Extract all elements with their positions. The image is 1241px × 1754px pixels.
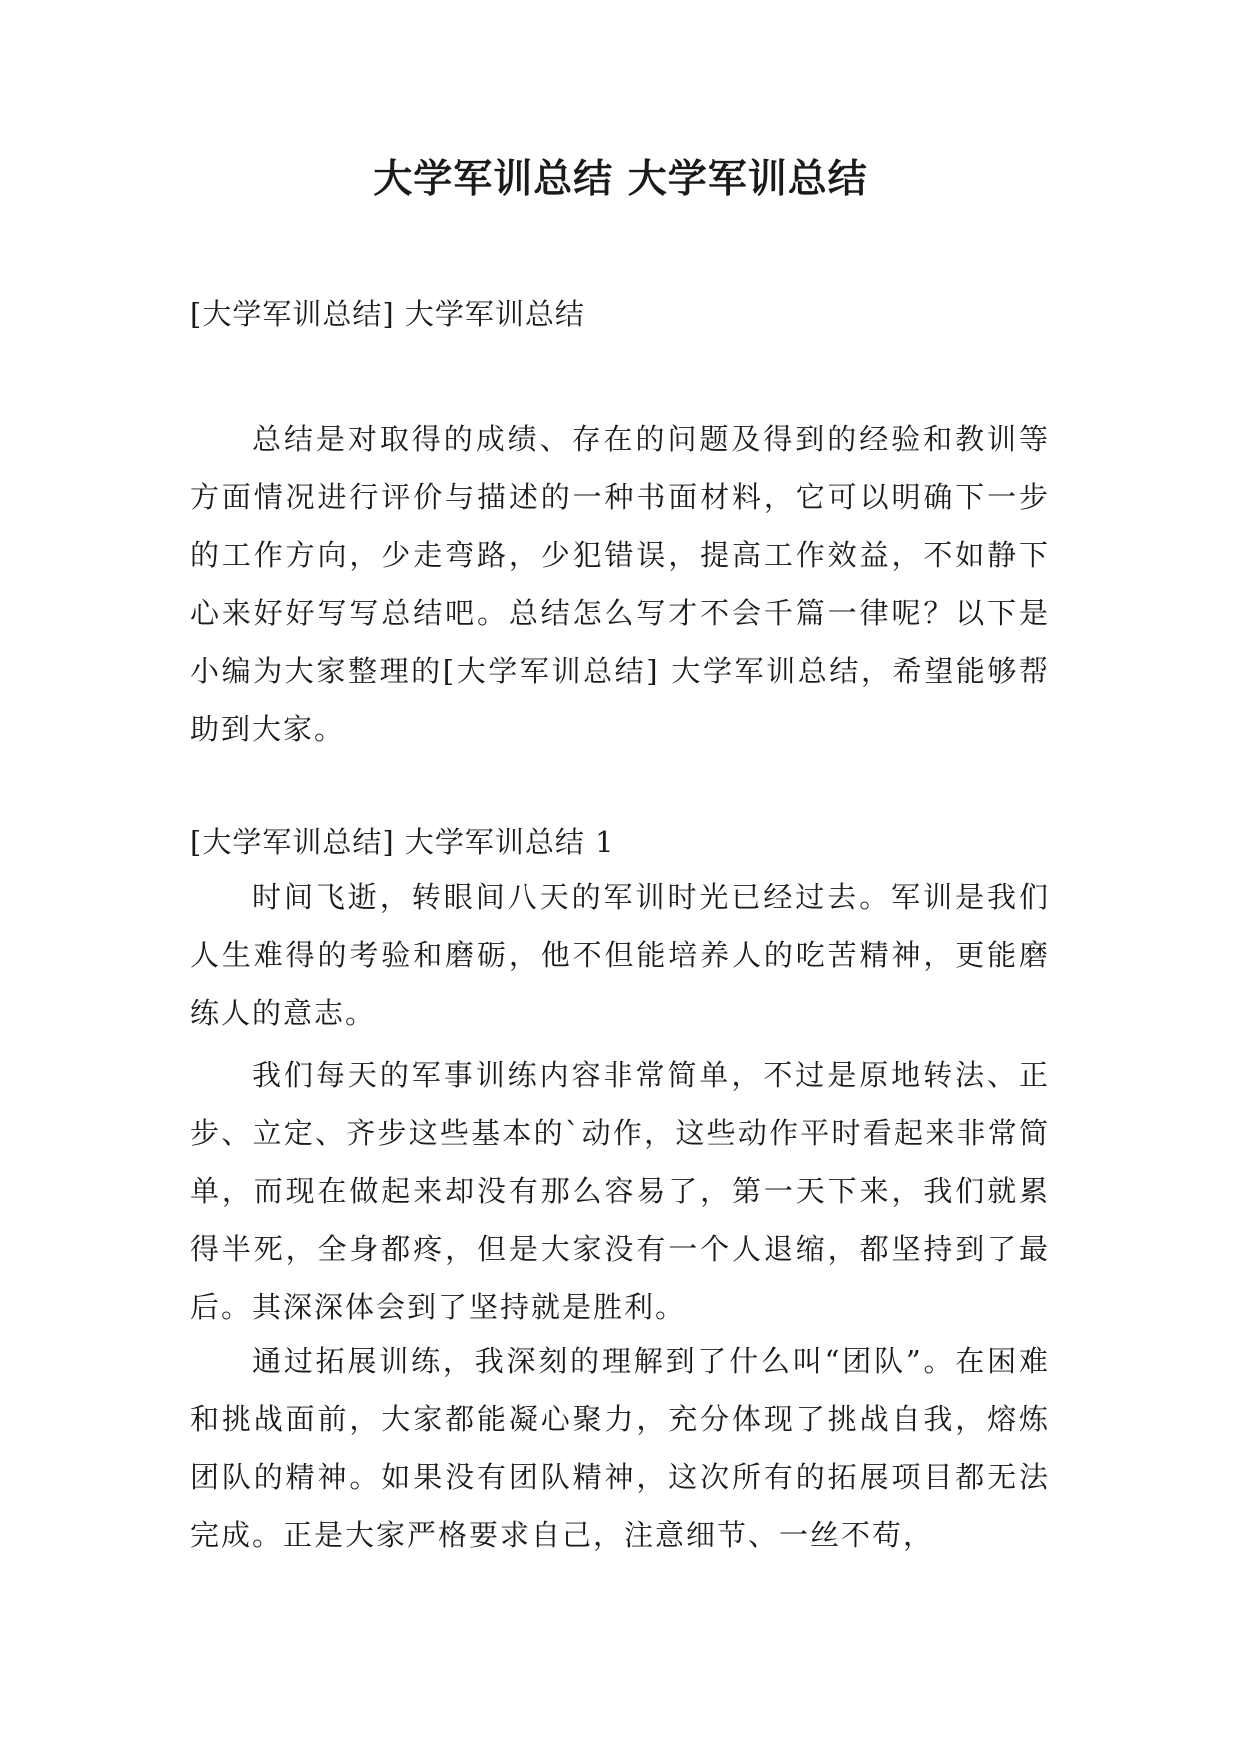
body-paragraph: 我们每天的军事训练内容非常简单，不过是原地转法、正步、立定、齐步这些基本的`动作，这些动作平时看起来非常简单，而现在做起来却没有那么容易了，第一天下来，我们就累得半死，全身都疼，但是大家没有一个人退缩，都坚持到了最后。其深深体会到了坚持就是胜利。 xyxy=(190,1058,1050,1324)
intro-paragraph: 总结是对取得的成绩、存在的问题及得到的经验和教训等方面情况进行评价与描述的一种书面材料，它可以明确下一步的工作方向，少走弯路，少犯错误，提高工作效益，不如静下心来好好写写总结吧。总结怎么写才不会千篇一律呢？以下是小编为大家整理的[大学军训总结] 大学军训总结，希望能够帮助到大家。 xyxy=(190,422,1050,746)
section-heading: [大学军训总结] 大学军训总结 1 xyxy=(190,825,615,859)
body-paragraph: 通过拓展训练，我深刻的理解到了什么叫“团队”。在困难和挑战面前，大家都能凝心聚力，充分体现了挑战自我，熔炼团队的精神。如果没有团队精神，这次所有的拓展项目都无法完成。正是大家严格要求自己，注意细节、一丝不苟， xyxy=(190,1344,1050,1552)
document-subtitle: [大学军训总结] 大学军训总结 xyxy=(190,297,585,331)
body-paragraph: 时间飞逝，转眼间八天的军训时光已经过去。军训是我们人生难得的考验和磨砺，他不但能培养人的吃苦精神，更能磨练人的意志。 xyxy=(190,880,1050,1030)
document-title: 大学军训总结 大学军训总结 xyxy=(373,157,868,202)
